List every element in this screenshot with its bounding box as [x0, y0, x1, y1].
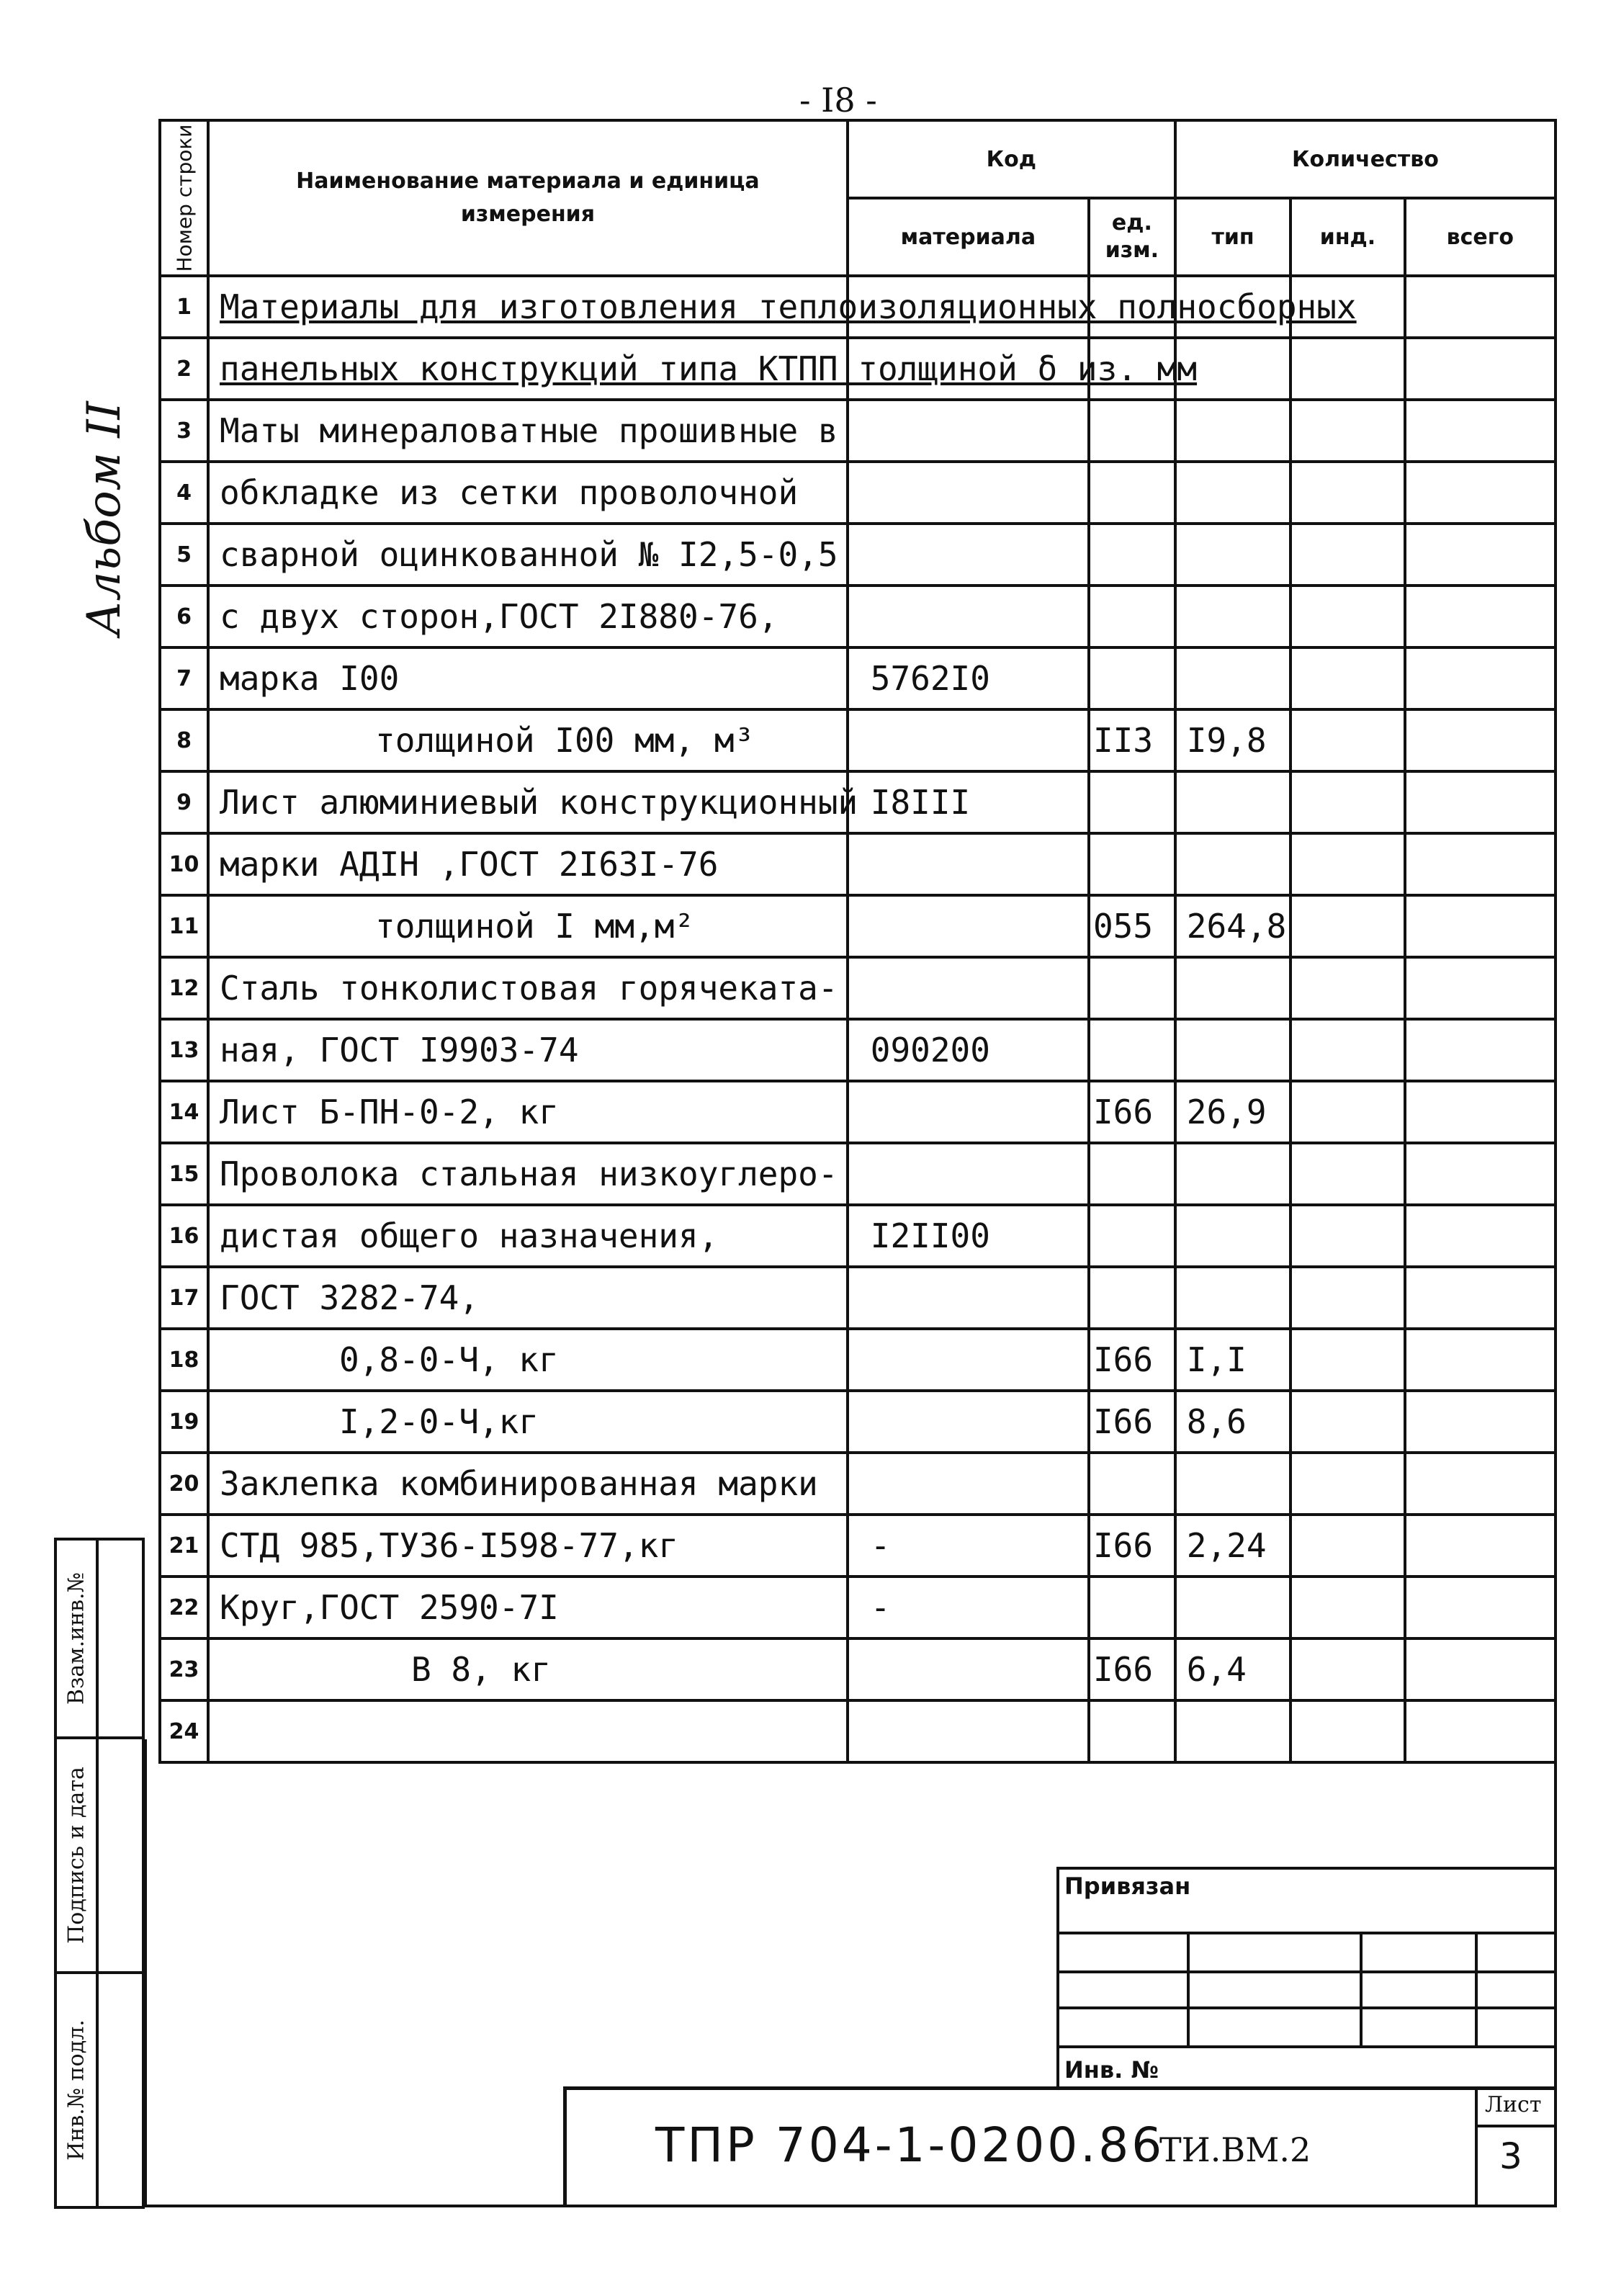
- material-code: -: [848, 1577, 1089, 1638]
- qty-ind: [1290, 1081, 1404, 1143]
- header-name: Наименование материала и единица измерения: [208, 120, 848, 276]
- material-name: с двух сторон,ГОСТ 2I880-76,: [208, 586, 848, 647]
- material-code: [848, 957, 1089, 1019]
- material-name: толщиной I мм,м²: [208, 895, 848, 957]
- sheet-number: 3: [1499, 2135, 1522, 2177]
- qty-ind: [1290, 1019, 1404, 1081]
- table-row: [160, 1577, 1556, 1638]
- unit-code: [1089, 462, 1175, 524]
- material-name: В 8, кг: [208, 1638, 848, 1700]
- row-number: 19: [160, 1391, 208, 1453]
- unit-code: I66: [1089, 1081, 1175, 1143]
- inv-no-label: Инв. №: [1064, 2056, 1159, 2084]
- qty-total: [1405, 1081, 1556, 1143]
- qty-ind: [1290, 1453, 1404, 1515]
- qty-total: [1405, 1577, 1556, 1638]
- qty-ind: [1290, 771, 1404, 833]
- unit-code: I66: [1089, 1515, 1175, 1577]
- row-number: 4: [160, 462, 208, 524]
- row-number: 13: [160, 1019, 208, 1081]
- qty-total: [1405, 586, 1556, 647]
- qty-total: [1405, 524, 1556, 586]
- unit-code: [1089, 1205, 1175, 1267]
- qty-type: [1175, 957, 1290, 1019]
- qty-type: [1175, 1577, 1290, 1638]
- material-name: ная, ГОСТ I9903-74: [208, 1019, 848, 1081]
- material-code: [848, 1391, 1089, 1453]
- unit-code: [1089, 647, 1175, 709]
- header-code: Код: [848, 120, 1175, 198]
- qty-total: [1405, 462, 1556, 524]
- table-row: [160, 1638, 1556, 1700]
- material-name: Материалы для изготовления теплоизоляционных полносборных: [208, 276, 848, 338]
- page-number: - I8 -: [799, 81, 877, 120]
- table-row: [160, 1205, 1556, 1267]
- qty-total: [1405, 1638, 1556, 1700]
- qty-total: [1405, 647, 1556, 709]
- qty-total: [1405, 833, 1556, 895]
- material-name: дистая общего назначения,: [208, 1205, 848, 1267]
- unit-code: [1089, 524, 1175, 586]
- unit-code: [1089, 1019, 1175, 1081]
- material-name: Проволока стальная низкоуглеро-: [208, 1143, 848, 1205]
- qty-ind: [1290, 1267, 1404, 1329]
- document-code: ТПР 704-1-0200.86: [655, 2117, 1165, 2173]
- row-number: 14: [160, 1081, 208, 1143]
- material-name: Лист Б-ПН-0-2, кг: [208, 1081, 848, 1143]
- qty-ind: [1290, 1329, 1404, 1391]
- table-row: [160, 1515, 1556, 1577]
- bind-line-4: [1056, 2045, 1557, 2048]
- qty-total: [1405, 895, 1556, 957]
- qty-type: [1175, 771, 1290, 833]
- row-number: 23: [160, 1638, 208, 1700]
- material-name: обкладке из сетки проволочной: [208, 462, 848, 524]
- material-name: Маты минераловатные прошивные в: [208, 400, 848, 462]
- unit-code: [1089, 1143, 1175, 1205]
- unit-code: I66: [1089, 1638, 1175, 1700]
- qty-total: [1405, 1453, 1556, 1515]
- sheet-divider: [1475, 2086, 1478, 2207]
- qty-ind: [1290, 338, 1404, 400]
- qty-ind: [1290, 1143, 1404, 1205]
- qty-type: [1175, 524, 1290, 586]
- qty-ind: [1290, 462, 1404, 524]
- qty-type: I9,8: [1175, 709, 1290, 771]
- unit-code: [1089, 957, 1175, 1019]
- qty-ind: [1290, 1638, 1404, 1700]
- qty-ind: [1290, 709, 1404, 771]
- qty-total: [1405, 1019, 1556, 1081]
- material-code: I2II00: [848, 1205, 1089, 1267]
- qty-total: [1405, 1143, 1556, 1205]
- row-number: 3: [160, 400, 208, 462]
- material-name: панельных конструкций типа КТПП толщиной δ из. мм: [208, 338, 848, 400]
- qty-ind: [1290, 1515, 1404, 1577]
- bind-line-2: [1056, 1970, 1557, 1973]
- qty-type: [1175, 1019, 1290, 1081]
- qty-ind: [1290, 524, 1404, 586]
- qty-total: [1405, 1391, 1556, 1453]
- stamp-inv-podl: Инв.№ подл.: [54, 1971, 145, 2209]
- qty-type: [1175, 1143, 1290, 1205]
- material-name: Заклепка комбинированная марки: [208, 1453, 848, 1515]
- material-name: марки АДIН ,ГОСТ 2I63I-76: [208, 833, 848, 895]
- qty-total: [1405, 400, 1556, 462]
- materials-table: [158, 119, 1557, 1764]
- qty-type: [1175, 833, 1290, 895]
- material-name: 0,8-0-Ч, кг: [208, 1329, 848, 1391]
- bind-col-3: [1475, 1932, 1478, 2045]
- qty-ind: [1290, 1391, 1404, 1453]
- material-code: [848, 1143, 1089, 1205]
- table-row: [160, 462, 1556, 524]
- table-row: [160, 1081, 1556, 1143]
- unit-code: [1089, 586, 1175, 647]
- table-row: [160, 833, 1556, 895]
- sheet-line: [1475, 2125, 1557, 2127]
- header-code-unit: ед. изм.: [1089, 198, 1175, 276]
- header-row-number: Номер строки: [160, 120, 208, 276]
- table-row: [160, 586, 1556, 647]
- qty-total: [1405, 709, 1556, 771]
- qty-type: [1175, 400, 1290, 462]
- unit-code: 055: [1089, 895, 1175, 957]
- material-code: [848, 895, 1089, 957]
- row-number: 12: [160, 957, 208, 1019]
- material-name: ГОСТ 3282-74,: [208, 1267, 848, 1329]
- unit-code: [1089, 833, 1175, 895]
- table-row: [160, 276, 1556, 338]
- qty-type: I,I: [1175, 1329, 1290, 1391]
- qty-type: [1175, 647, 1290, 709]
- qty-ind: [1290, 400, 1404, 462]
- table-row: [160, 1391, 1556, 1453]
- qty-type: [1175, 586, 1290, 647]
- qty-ind: [1290, 1205, 1404, 1267]
- unit-code: [1089, 771, 1175, 833]
- qty-total: [1405, 338, 1556, 400]
- qty-ind: [1290, 586, 1404, 647]
- qty-type: 2,24: [1175, 1515, 1290, 1577]
- row-number: 21: [160, 1515, 208, 1577]
- qty-type: [1175, 1453, 1290, 1515]
- material-code: [848, 709, 1089, 771]
- qty-ind: [1290, 895, 1404, 957]
- table-row: [160, 338, 1556, 400]
- qty-type: 8,6: [1175, 1391, 1290, 1453]
- table-row: [160, 771, 1556, 833]
- header-qty-ind: инд.: [1290, 198, 1404, 276]
- row-number: 9: [160, 771, 208, 833]
- header-quantity: Количество: [1175, 120, 1556, 198]
- row-number: 1: [160, 276, 208, 338]
- table-row: [160, 1453, 1556, 1515]
- material-name: СТД 985,ТУ36-I598-77,кг: [208, 1515, 848, 1577]
- qty-total: [1405, 1267, 1556, 1329]
- qty-total: [1405, 957, 1556, 1019]
- row-number: 6: [160, 586, 208, 647]
- header-code-material: материала: [848, 198, 1089, 276]
- row-number: 20: [160, 1453, 208, 1515]
- unit-code: [1089, 1577, 1175, 1638]
- bind-line-1: [1056, 1932, 1557, 1934]
- material-code: [848, 462, 1089, 524]
- material-name: I,2-0-Ч,кг: [208, 1391, 848, 1453]
- table-row: [160, 1267, 1556, 1329]
- material-code: -: [848, 1515, 1089, 1577]
- row-number: 24: [160, 1700, 208, 1762]
- row-number: 10: [160, 833, 208, 895]
- qty-total: [1405, 1205, 1556, 1267]
- unit-code: I66: [1089, 1329, 1175, 1391]
- qty-ind: [1290, 1577, 1404, 1638]
- sheet-label: Лист: [1485, 2092, 1542, 2117]
- qty-type: 264,8: [1175, 895, 1290, 957]
- table-row: [160, 1143, 1556, 1205]
- material-code: [848, 1081, 1089, 1143]
- table-row: [160, 895, 1556, 957]
- bind-col-1: [1187, 1932, 1190, 2045]
- material-code: [848, 1267, 1089, 1329]
- material-name: Лист алюминиевый конструкционный: [208, 771, 848, 833]
- material-name: Сталь тонколистовая горячеката-: [208, 957, 848, 1019]
- unit-code: [1089, 1267, 1175, 1329]
- material-name: Круг,ГОСТ 2590-7I: [208, 1577, 848, 1638]
- material-name: марка I00: [208, 647, 848, 709]
- qty-total: [1405, 276, 1556, 338]
- material-code: I8III: [848, 771, 1089, 833]
- qty-type: [1175, 1205, 1290, 1267]
- table-row: [160, 524, 1556, 586]
- material-code: 090200: [848, 1019, 1089, 1081]
- album-label: [50, 403, 158, 634]
- row-number: 17: [160, 1267, 208, 1329]
- material-code: [848, 400, 1089, 462]
- qty-total: [1405, 1515, 1556, 1577]
- material-name: сварной оцинкованной № I2,5-0,5: [208, 524, 848, 586]
- table-row: [160, 709, 1556, 771]
- unit-code: [1089, 1453, 1175, 1515]
- qty-type: 26,9: [1175, 1081, 1290, 1143]
- qty-ind: [1290, 957, 1404, 1019]
- row-number: 22: [160, 1577, 208, 1638]
- row-number: 5: [160, 524, 208, 586]
- row-number: 11: [160, 895, 208, 957]
- row-number: 15: [160, 1143, 208, 1205]
- bind-col-2: [1360, 1932, 1363, 2045]
- bind-line-3: [1056, 2006, 1557, 2009]
- table-row: [160, 1019, 1556, 1081]
- album-label-text: Альбом II: [78, 401, 131, 636]
- qty-total: [1405, 771, 1556, 833]
- stamp-vzam-inv: Взам.инв.№: [54, 1538, 145, 1739]
- row-number: 16: [160, 1205, 208, 1267]
- privyazan-label: Привязан: [1064, 1873, 1191, 1900]
- stamp-podpis-data: Подпись и дата: [54, 1736, 145, 1974]
- qty-type: [1175, 1267, 1290, 1329]
- material-code: [848, 1453, 1089, 1515]
- qty-ind: [1290, 647, 1404, 709]
- table-row: [160, 1329, 1556, 1391]
- material-code: [848, 1638, 1089, 1700]
- qty-type: [1175, 462, 1290, 524]
- header-qty-total: всего: [1405, 198, 1556, 276]
- table-row: [160, 647, 1556, 709]
- material-code: 5762I0: [848, 647, 1089, 709]
- material-code: [848, 1329, 1089, 1391]
- row-number: 8: [160, 709, 208, 771]
- unit-code: II3: [1089, 709, 1175, 771]
- unit-code: [1089, 400, 1175, 462]
- header-qty-type: тип: [1175, 198, 1290, 276]
- qty-total: [1405, 1329, 1556, 1391]
- unit-code: I66: [1089, 1391, 1175, 1453]
- table-row: [160, 400, 1556, 462]
- qty-ind: [1290, 833, 1404, 895]
- row-number: 2: [160, 338, 208, 400]
- material-name: толщиной I00 мм, м³: [208, 709, 848, 771]
- table-row: [160, 957, 1556, 1019]
- material-code: [848, 524, 1089, 586]
- material-code: [848, 833, 1089, 895]
- material-code: [848, 586, 1089, 647]
- row-number: 7: [160, 647, 208, 709]
- qty-type: 6,4: [1175, 1638, 1290, 1700]
- row-number: 18: [160, 1329, 208, 1391]
- document-suffix: ТИ.ВМ.2: [1159, 2130, 1311, 2169]
